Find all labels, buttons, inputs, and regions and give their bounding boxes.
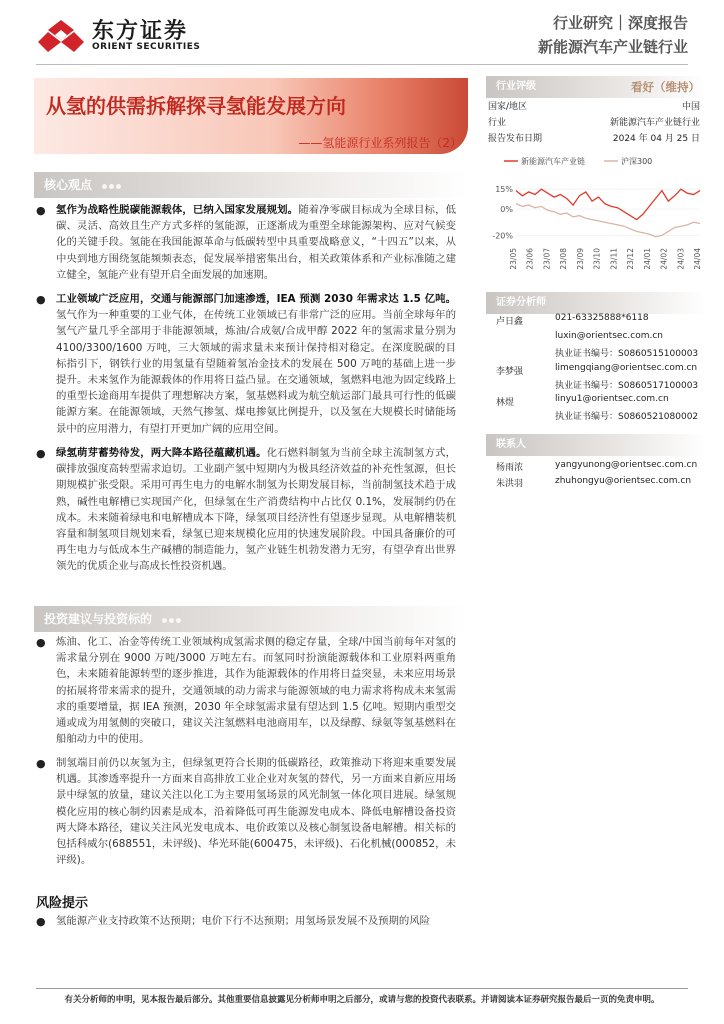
performance-chart bbox=[486, 150, 708, 278]
contact-name: 杨雨浓 bbox=[496, 463, 524, 473]
dots-icon bbox=[102, 172, 123, 198]
header-divider bbox=[36, 64, 688, 65]
x-tick-label: 24/03 bbox=[676, 248, 686, 270]
core-view-item bbox=[56, 445, 456, 575]
info-key: 报告发布日期 bbox=[488, 134, 543, 144]
legend-label: 沪深300 bbox=[621, 157, 653, 166]
dots-icon bbox=[162, 606, 183, 632]
contact-email[interactable]: yangyunong@orientsec.com.cn bbox=[555, 460, 698, 470]
legend-label: 新能源汽车产业链 bbox=[521, 157, 585, 166]
analyst-name: 李梦强 bbox=[496, 367, 524, 377]
contact-email[interactable]: zhuhongyu@orientsec.com.cn bbox=[555, 476, 692, 486]
bullet-icon: ● bbox=[36, 293, 46, 306]
report-type: 行业研究｜深度报告 bbox=[552, 14, 688, 32]
disclaimer-footer: 有关分析师的申明，见本报告最后部分。其他重要信息披露见分析师申明之后部分，或请与您的投资代表联系。并请阅读本证券研究报告最后一页的免责申明。 bbox=[64, 995, 660, 1005]
rating-heading: 行业评级 bbox=[496, 81, 536, 92]
bullet-icon: ● bbox=[36, 757, 46, 770]
investment-item: 制氢端目前仍以灰氢为主，但绿氢更符合长期的低碳路径，政策推动下将迎来重要发展机遇。其渗透率提升一方面来自高排放工业企业对灰氢的替代，另一方面来自新应用场景中绿氢的放量，建议关注以化工为主要用氢场景的风光制氢一体化项目进展。绿氢规模化应用的核心制约因素是成本，沿着降低可再生能源发电成本、降低电解槽设备投资两大降本路径，建议关注风光发电成本、电价政策以及核心制氢设备电解槽。相关标的包括科威尔(688551，未评级)、华光环能(600475，未评级)、石化机械(000852，未评级)。 bbox=[56, 757, 456, 867]
core-view-item-body: 化石燃料制氢为当前全球主流制氢方式，碳排放强度高转型需求迫切。工业副产氢中短期内为极具经济效益的补充性氢源，但长期规模扩张受限。采用可再生电力的电解水制氢为长期发展目标，当前制氢技术趋于成熟，碱性电解槽已实现国产化，但绿氢在生产消费结构中占比仅 0.1%，发展制约仍在成本。未来随着绿电和电解槽成本下降，绿氢项目经济性有望逐步显现。从电解槽装机容量和制氢项目规划来看，绿氢已迎来规模化应用的快速发展阶段。中国具备廉价的可再生电力与低成本生产碱槽的制造能力，氢产业链生机勃发潜力无穷，有望孕育出世界领先的优质企业与高成长性投资机遇。 bbox=[56, 447, 457, 573]
analyst-email[interactable]: limengqiang@orientsec.com.cn bbox=[555, 363, 698, 373]
risk-text: 氢能源产业支持政策不达预期；电价下行不达预期；用氢场景发展不及预期的风险 bbox=[56, 915, 431, 927]
x-tick-label: 23/06 bbox=[525, 248, 535, 270]
analyst-name: 卢日鑫 bbox=[496, 317, 524, 327]
contacts-header bbox=[486, 434, 706, 456]
y-tick-label: -20% bbox=[492, 231, 513, 241]
bullet-icon: ● bbox=[36, 204, 46, 217]
x-tick-label: 23/11 bbox=[609, 248, 619, 270]
x-tick-label: 23/09 bbox=[575, 248, 585, 270]
analyst-email[interactable]: linyu1@orientsec.com.cn bbox=[555, 394, 669, 404]
investment-item: 炼油、化工、冶金等传统工业领域构成氢需求侧的稳定存量，全球/中国当前每年对氢的需求量分别在 9000 万吨/3000 万吨左右。而氢同时扮演能源载体和工业原料两重角色，未来随着能源转型的逐步推进，其作为能源载体的作用将日益突显，未来应用场景的拓展将带来需求的提升，交通领域的动力需求与能源领域的电力需求将构成未来氢需求的重要增量，据 IEA 预测，2030 年全球氢需求量有望达到 1.5 亿吨。短期内重型交通或成为用氢侧的突破口，建议关注氢燃料电池商用车，以及绿醇、绿氨等氢基燃料在船舶动力中的使用。 bbox=[56, 636, 456, 746]
company-name-en: ORIENT SECURITIES bbox=[92, 42, 201, 52]
analyst-cert: 执业证书编号：S0860521080002 bbox=[555, 412, 699, 422]
x-tick-label: 24/01 bbox=[642, 248, 652, 270]
analysts-heading: 证券分析师 bbox=[496, 297, 546, 308]
industry-title: 新能源汽车产业链行业 bbox=[537, 38, 688, 56]
bullet-icon: ● bbox=[36, 915, 46, 928]
core-view-item-lead: 绿氢萌芽蓄势待发，两大降本路径蕴藏机遇。 bbox=[56, 447, 267, 459]
bullet-icon: ● bbox=[36, 447, 46, 460]
x-tick-label: 23/07 bbox=[542, 248, 552, 270]
y-tick-label: 0% bbox=[500, 205, 513, 215]
y-tick-label: 15% bbox=[495, 185, 513, 195]
analyst-email[interactable]: luxin@orientsec.com.cn bbox=[555, 331, 663, 341]
analyst-cert: 执业证书编号：S0860517100003 bbox=[555, 381, 699, 391]
risk-heading: 风险提示 bbox=[36, 896, 89, 911]
orient-securities-logo-icon bbox=[36, 18, 86, 54]
x-tick-label: 24/04 bbox=[693, 248, 702, 270]
core-view-item bbox=[56, 202, 456, 283]
x-tick-label: 23/08 bbox=[559, 248, 569, 270]
core-view-item-lead: 工业领域广泛应用，交通与能源部门加速渗透，IEA 预测 2030 年需求达 1.5 亿吨。 bbox=[56, 293, 456, 305]
info-key: 国家/地区 bbox=[488, 102, 528, 112]
report-title: 从氢的供需拆解探寻氢能发展方向 bbox=[46, 94, 346, 118]
rating-value: 看好（维持） bbox=[631, 80, 700, 94]
core-view-heading: 核心观点 bbox=[44, 178, 93, 192]
analyst-phone: 021-63325888*6118 bbox=[555, 313, 649, 323]
contact-name: 朱洪羽 bbox=[496, 479, 524, 489]
bullet-icon: ● bbox=[36, 636, 46, 649]
analyst-info bbox=[555, 390, 698, 426]
core-view-item-body: 氢气作为一种重要的工业气体，在传统工业领域已有非常广泛的应用。当前全球每年的氢气产量几乎全部用于非能源领域，炼油/合成氨/合成甲醇 2022 年的氢需求量分别为 4100/3300/1600 万吨，三大领域的需求量未来预计保持相对稳定。在深度脱碳的目标指引下，钢铁行业的用氢量有望随着氢冶金技术的发展在 500 万吨的基础上进一步提升。未来氢作为能源载体的作用将日益凸显。在交通领域，氢燃料电池为固定线路上的重型长途商用车提供了理想解决方案，氢基燃料或为航空航运部门最具可行性的低碳能源方案。在能源领域，天然气掺氢、煤电掺氨比例提升，以及氢在大规模长时储能场景中的应用潜力，有望打开更加广阔的应用空间。 bbox=[56, 309, 456, 435]
investment-header bbox=[34, 606, 468, 632]
analyst-cert: 执业证书编号：S0860515100003 bbox=[555, 349, 699, 359]
info-key: 行业 bbox=[488, 118, 507, 128]
x-tick-label: 23/10 bbox=[592, 248, 602, 270]
footer-divider bbox=[36, 988, 688, 989]
company-name-cn: 东方证券 bbox=[92, 19, 189, 44]
series-line bbox=[516, 204, 700, 237]
x-tick-label: 23/12 bbox=[626, 248, 636, 270]
info-value: 新能源汽车产业链行业 bbox=[609, 118, 700, 128]
x-tick-label: 24/02 bbox=[659, 248, 669, 270]
core-view-item-lead: 氢作为战略性脱碳能源载体，已纳入国家发展规划。 bbox=[56, 204, 299, 216]
x-tick-label: 23/05 bbox=[509, 248, 518, 270]
core-view-item bbox=[56, 291, 456, 437]
report-subtitle: ——氢能源行业系列报告（2） bbox=[298, 136, 462, 150]
info-value: 2024 年 04 月 25 日 bbox=[612, 134, 700, 144]
contacts-heading: 联系人 bbox=[496, 439, 526, 450]
analyst-name: 林煜 bbox=[496, 398, 515, 408]
info-value: 中国 bbox=[681, 102, 700, 112]
core-view-header bbox=[34, 172, 468, 198]
core-view-item-body: 随着净零碳目标成为全球目标，低碳、灵活、高效且生产方式多样的氢能源，正逐渐成为重塑全球能源架构、应对气候变化的关键手段。氢能在我国能源革命与低碳转型中具重要战略意义，“十四五”以来，从中央到地方围绕氢能频频表态，促发展举措密集出台，相关政策体系和产业标准随之建立健全，氢能产业有望开启全面发展的加速期。 bbox=[56, 204, 456, 281]
series-line bbox=[516, 189, 700, 219]
investment-heading: 投资建议与投资标的 bbox=[44, 612, 153, 626]
analyst-info bbox=[555, 309, 698, 363]
